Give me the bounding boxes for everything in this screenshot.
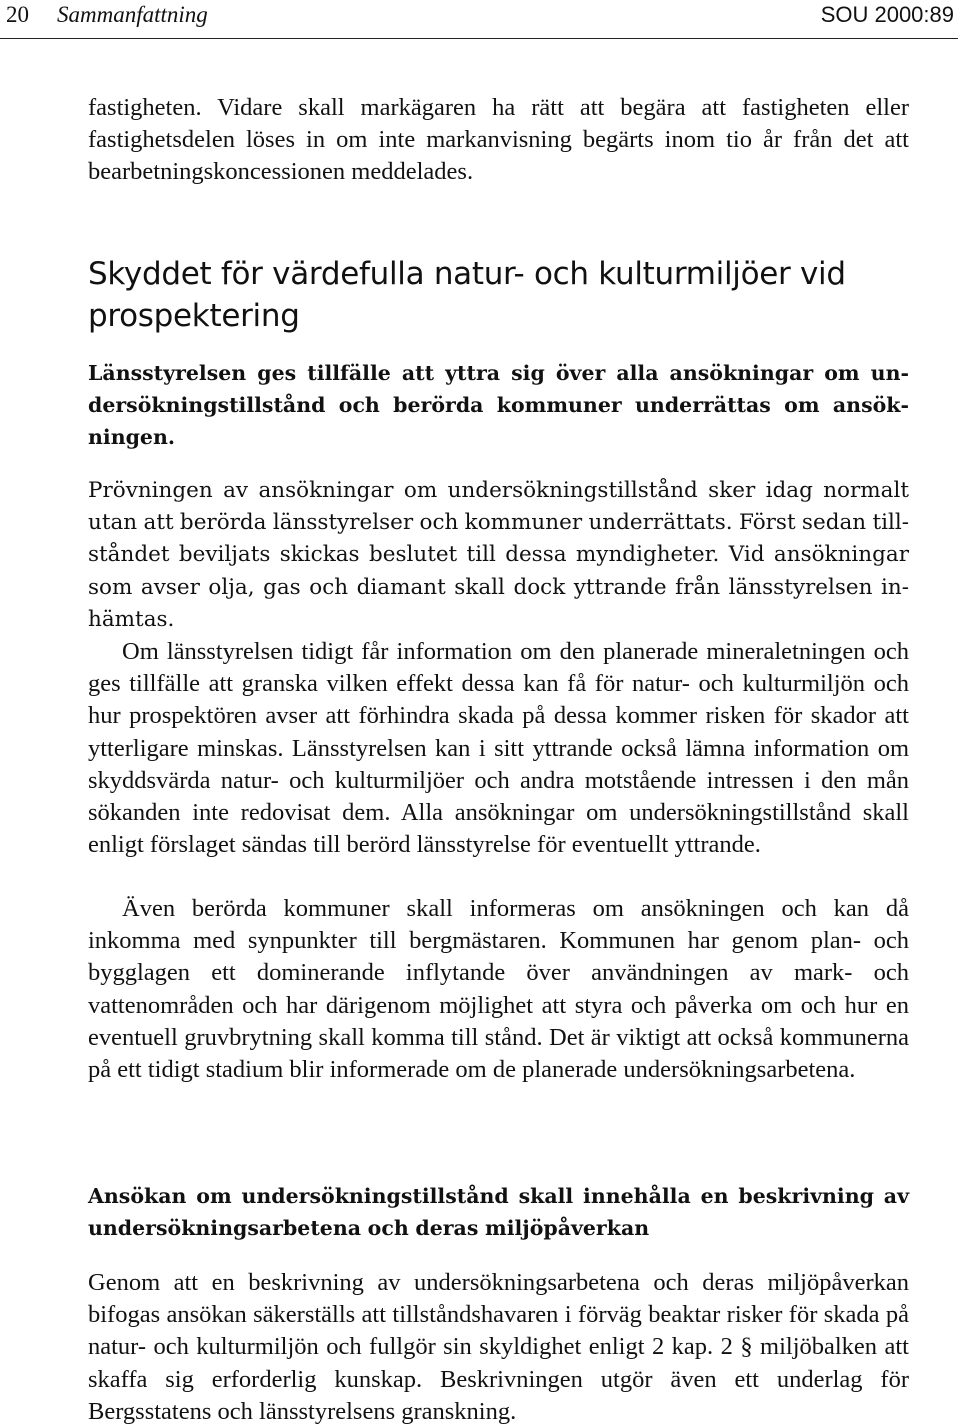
running-section-title: Sammanfattning bbox=[57, 2, 208, 27]
page-number: 20 bbox=[6, 2, 29, 27]
intro-paragraph: fastigheten. Vidare skall markägaren ha rätt att begära att fastigheten eller fastighetsdelen löses in om inte markanvisning begärts inom tio år från det att bearbetningskoncessionen meddelades. bbox=[88, 94, 909, 186]
paragraph-county-board: Om länsstyrelsen tidigt får information om den planerade mineraletningen och ges tillfälle att granska vilken effekt dessa kan få för natur- och kulturmiljön och hur prospektören avser att förhindra skada på dessa kommer risken för skador att ytterligare minskas. Länsstyrelsen kan i sitt yttrande också lämna information om skyddsvärda natur- och kulturmiljöer och andra motstående intressen i den mån sökanden inte redovisat dem. Alla ansökningar om undersökningstillstånd skall enligt förslaget sändas till berörd länsstyrelse för eventuellt yttrande. bbox=[88, 638, 909, 859]
section-heading: Skyddet för värdefulla natur- och kulturmiljöer vid prospektering bbox=[88, 256, 846, 334]
section-lead: Länsstyrelsen ges tillfälle att yttra sig över alla ansökningar om undersökningstillstånd och berörda kommuner underrättas om ansökningen. bbox=[88, 361, 909, 450]
document-id: SOU 2000:89 bbox=[820, 2, 954, 27]
page-header bbox=[0, 0, 958, 39]
section-summary: Prövningen av ansökningar om undersökningstillstånd sker idag normalt utan att berörda länsstyrelser och kommuner underrättats. Först sedan tillståndet beviljats skickas beslutet till dessa myndigheter. Vid ansökningar som avser olja, gas och diamant skall dock yttrande från länsstyrelsen inhämtas. bbox=[88, 478, 909, 632]
subsection-lead: Ansökan om undersökningstillstånd skall innehålla en beskrivning av undersökningsarbetena och deras miljöpåverkan bbox=[88, 1184, 909, 1241]
subsection-paragraph: Genom att en beskrivning av undersökningsarbetena och deras miljöpåverkan bifogas ansökan säkerställs att tillståndshavaren i förväg beaktar risker för skada på natur- och kulturmiljön och fullgör sin skyldighet enligt 2 kap. 2 § miljöbalken att skaffa sig erforderlig kunskap. Beskrivningen utgör även ett underlag för Bergsstatens och länsstyrelsens granskning. bbox=[88, 1269, 909, 1425]
paragraph-municipalities: Även berörda kommuner skall informeras om ansökningen och kan då inkomma med synpunkter till bergmästaren. Kommunen har genom plan- och bygglagen ett dominerande inflytande över användningen av mark- och vattenområden och har därigenom möjlighet att styra och påverka om och hur en eventuell gruvbrytning skall komma till stånd. Det är viktigt att också kommunerna på ett tidigt stadium blir informerade om de planerade undersökningsarbetena. bbox=[88, 895, 909, 1084]
